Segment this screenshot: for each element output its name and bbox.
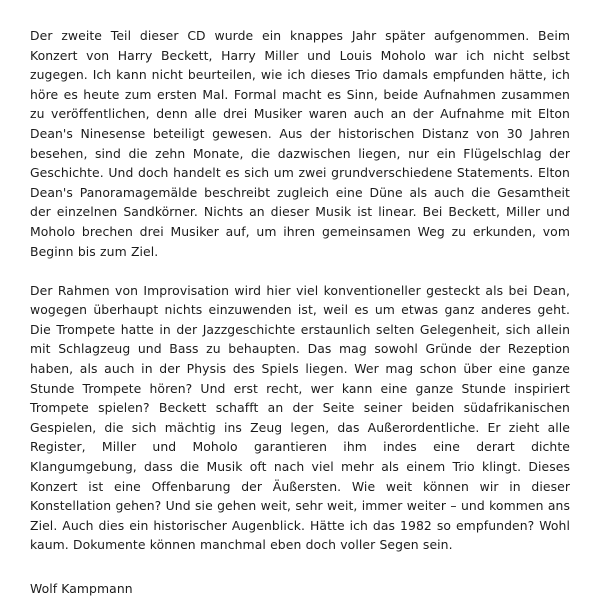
paragraph-2: Der Rahmen von Improvisation wird hier viel konventioneller gesteckt als bei Dean, wogegen überhaupt nichts einzuwenden ist, weil es um etwas ganz anderes geht. Die Trompete hatte in der Jazzgeschichte erstaunlich selten Gelegenheit, sich allein mit Schlagzeug und Bass zu behaupten. Das mag sowohl Gründe der Rezeption haben, als auch in der Physis des Spiels liegen. Wer mag schon über eine ganze Stunde Trompete hören? Und erst recht, wer kann eine ganze Stunde inspiriert Trompete spielen? Beckett schafft an der Seite seiner beiden südafrikanischen Gespielen, die sich mächtig ins Zeug legen, das Außerordentliche. Er zieht alle Register, Miller und Moholo garantieren ihm indes eine derart dichte Klangumgebung, dass die Musik oft nach viel mehr als einem Trio klingt. Dieses Konzert ist eine Offenbarung der Äußersten. Wie weit können wir in dieser Konstellation gehen? Und sie gehen weit, sehr weit, immer weiter – und kommen ans Ziel. Auch dies ein historischer Augenblick. Hätte ich das 1982 so empfunden? Wohl kaum. Dokumente können manchmal eben doch voller Segen sein. <box>30 282 570 553</box>
author-signature: Wolf Kampmann <box>30 580 133 596</box>
paragraph-1: Der zweite Teil dieser CD wurde ein knappes Jahr später aufgenommen. Beim Konzert von Harry Beckett, Harry Miller und Louis Moholo war ich nicht selbst zugegen. Ich kann nicht beurteilen, wie ich dieses Trio damals empfunden hätte, ich höre es heute zum ersten Mal. Formal macht es Sinn, beide Aufnahmen zusammen zu veröffentlichen, denn alle drei Musiker waren auch an der Aufnahme mit Elton Dean's Ninesense beteiligt gewesen. Aus der historischen Distanz von 30 Jahren besehen, sind die zehn Monate, die dazwischen liegen, nur ein Flügelschlag der Geschichte. Und doch handelt es sich um zwei grundverschiedene Statements. Elton Dean's Panoramagemälde beschreibt zugleich eine Düne als auch die Gesamtheit der einzelnen Sandkörner. Nichts an dieser Musik ist linear. Bei Beckett, Miller und Moholo brechen drei Musiker auf, um ihren gemeinsamen Weg zu erkunden, vom Beginn bis zum Ziel. <box>30 28 570 259</box>
